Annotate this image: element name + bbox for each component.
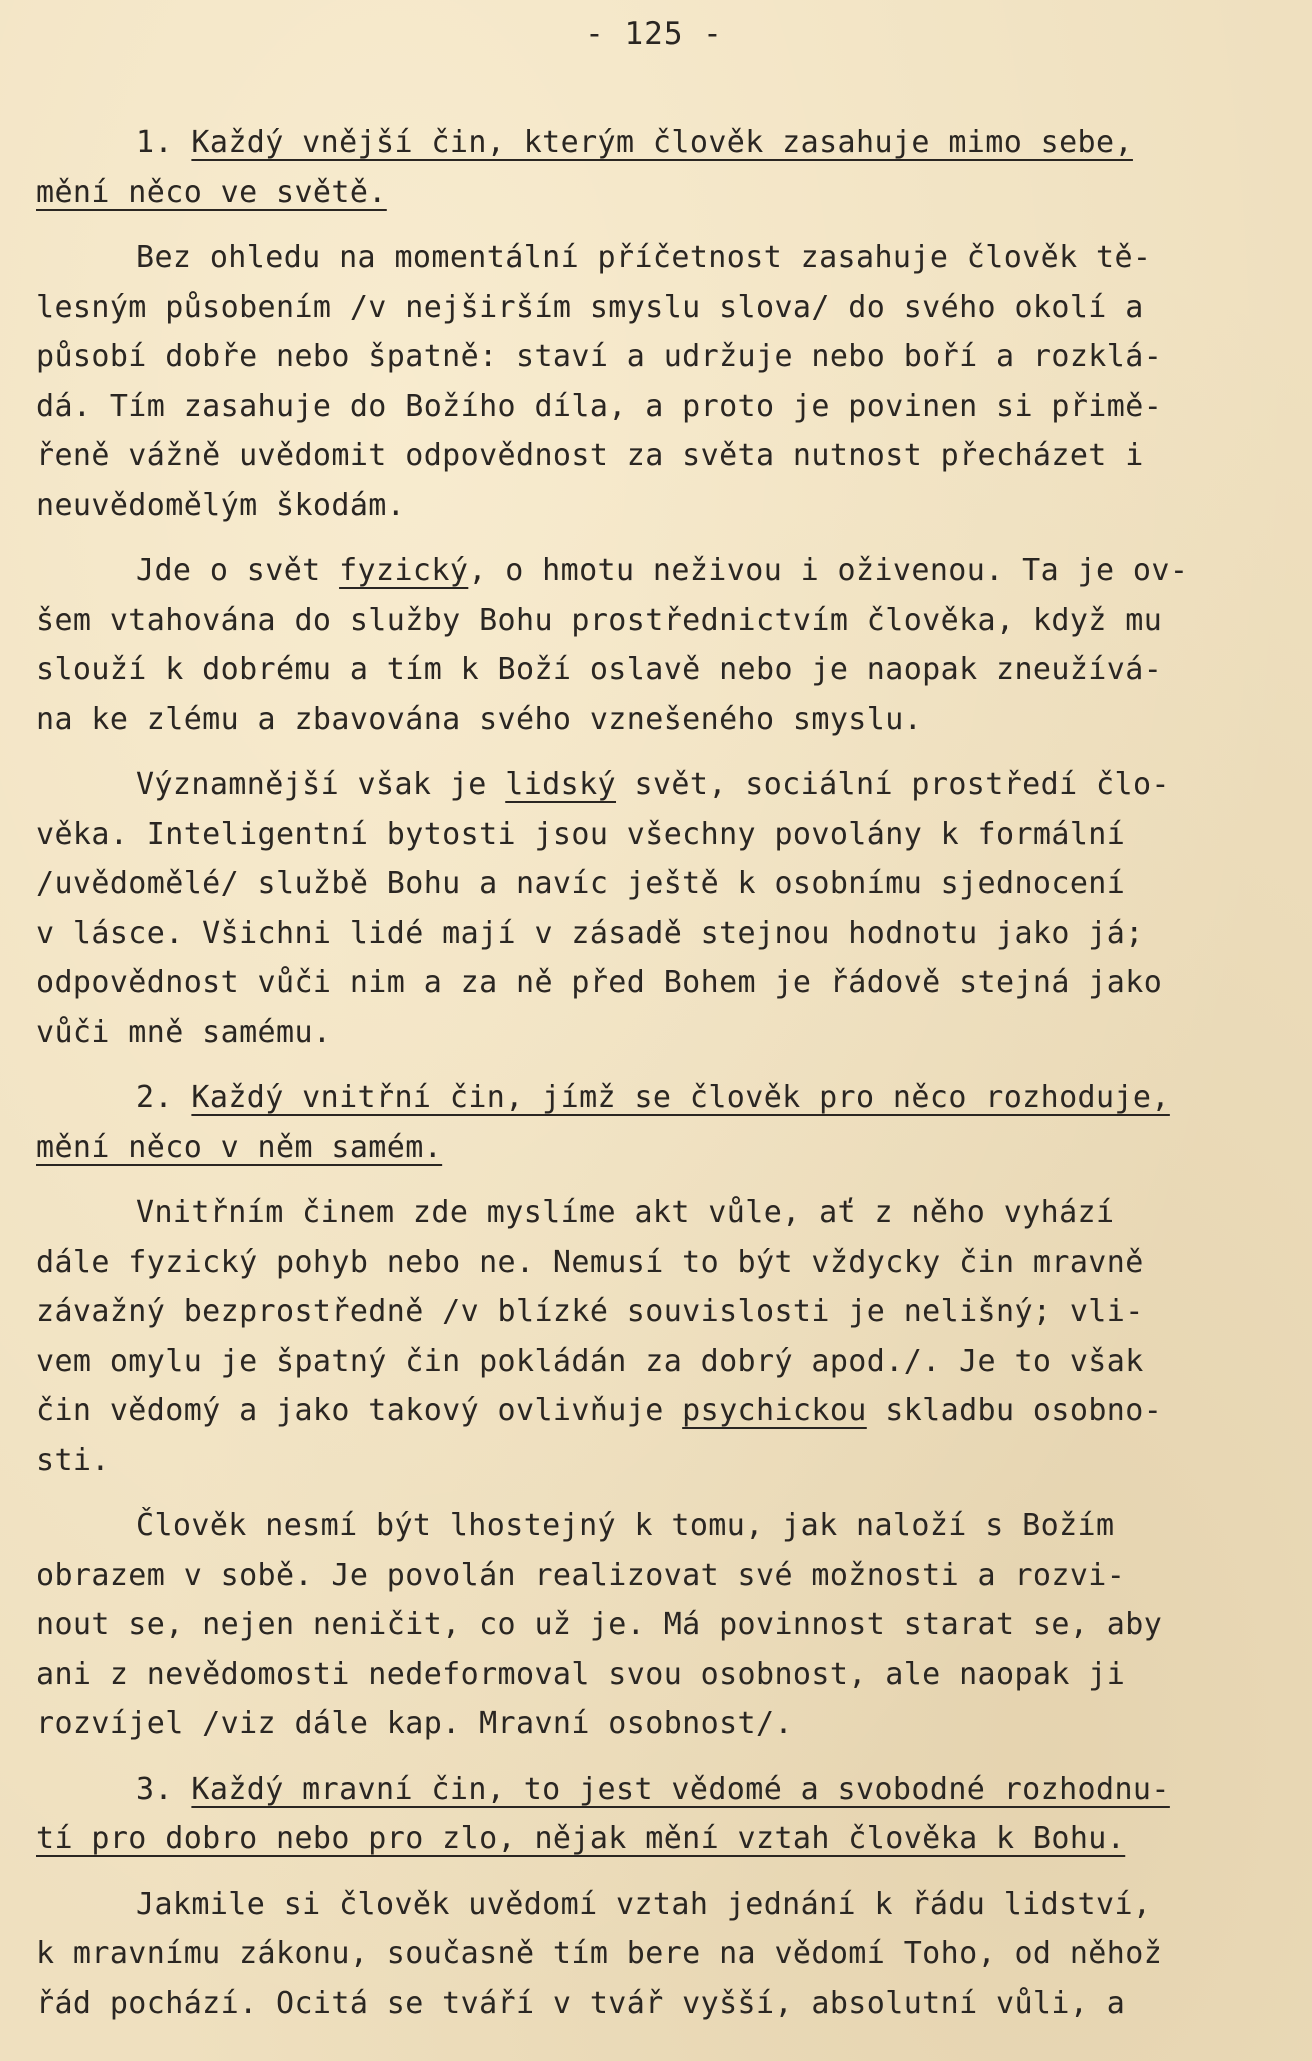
text-line: slouží k dobrému a tím k Boží oslavě nebo je naopak zneužívá- bbox=[36, 652, 1163, 687]
text-line: závažný bezprostředně /v blízké souvislosti je nelišný; vli- bbox=[36, 1294, 1144, 1329]
heading-line: mění něco v něm samém. bbox=[36, 1129, 443, 1165]
text-line: Člověk nesmí být lhostejný k tomu, jak naloží s Božím bbox=[136, 1508, 1115, 1543]
text-line: šem vtahována do služby Bohu prostřednictvím člověka, když mu bbox=[36, 602, 1163, 638]
underlined-term: psychickou bbox=[682, 1393, 867, 1428]
text-line: v lásce. Všichni lidé mají v zásadě stejnou hodnotu jako já; bbox=[36, 915, 1144, 951]
text-line: neuvědomělým škodám. bbox=[36, 487, 406, 523]
text-line: vem omylu je špatný čin pokládán za dobrý apod./. Je to však bbox=[36, 1343, 1144, 1379]
text-line: na ke zlému a zbavována svého vznešeného smyslu. bbox=[36, 701, 923, 737]
text-line: lesným působením /v nejširším smyslu slova/ do svého okolí a bbox=[36, 289, 1144, 325]
heading-line: mění něco ve světě. bbox=[36, 174, 387, 210]
text-line: ani z nevědomosti nedeformoval svou osobnost, ale naopak ji bbox=[36, 1656, 1126, 1692]
text-line: Bez ohledu na momentální příčetnost zasahuje člověk tě- bbox=[136, 240, 1152, 275]
text-line: Významnější však je lidský svět, sociální prostředí člo- bbox=[136, 767, 1170, 802]
text-line: odpovědnost vůči nim a za ně před Bohem je řádově stejná jako bbox=[36, 965, 1163, 1000]
text-line: sti. bbox=[36, 1442, 110, 1478]
paragraph bbox=[36, 1188, 1272, 1485]
heading-line: 2. Každý vnitřní čin, jímž se člověk pro něco rozhoduje, bbox=[136, 1080, 1170, 1115]
text-line: nout se, nejen neničit, co už je. Má povinnost starat se, aby bbox=[36, 1607, 1163, 1642]
text-line: rozvíjel /viz dále kap. Mravní osobnost/. bbox=[36, 1706, 793, 1741]
text-line: dá. Tím zasahuje do Božího díla, a proto je povinen si přimě- bbox=[36, 388, 1163, 424]
section-heading bbox=[36, 118, 1272, 217]
paragraph bbox=[36, 760, 1272, 1057]
text-line: řeně vážně uvědomit odpovědnost za světa nutnost přecházet i bbox=[36, 438, 1144, 473]
text-line: čin vědomý a jako takový ovlivňuje psychickou skladbu osobno- bbox=[36, 1393, 1163, 1428]
section-heading bbox=[36, 1765, 1272, 1864]
text-line: dále fyzický pohyb nebo ne. Nemusí to být vždycky čin mravně bbox=[36, 1244, 1144, 1280]
underlined-term: fyzický bbox=[339, 553, 469, 588]
page-body bbox=[36, 118, 1272, 2028]
paragraph bbox=[36, 233, 1272, 530]
underlined-term: lidský bbox=[505, 767, 617, 802]
paragraph bbox=[36, 1501, 1272, 1749]
heading-line: 1. Každý vnější čin, kterým člověk zasahuje mimo sebe, bbox=[136, 125, 1133, 160]
text-line: /uvědomělé/ službě Bohu a navíc ještě k osobnímu sjednocení bbox=[36, 866, 1126, 901]
text-line: řád pochází. Ocitá se tváří v tvář vyšší, absolutní vůli, a bbox=[36, 1985, 1126, 2021]
text-line: Jde o svět fyzický, o hmotu neživou i oživenou. Ta je ov- bbox=[136, 553, 1189, 588]
heading-line: 3. Každý mravní čin, to jest vědomé a svobodné rozhodnu- bbox=[136, 1771, 1170, 1807]
text-line: Vnitřním činem zde myslíme akt vůle, ať z něho vyhází bbox=[136, 1195, 1115, 1230]
text-line: Jakmile si člověk uvědomí vztah jednání k řádu lidství, bbox=[136, 1886, 1152, 1922]
text-line: vůči mně samému. bbox=[36, 1014, 332, 1050]
text-line: působí dobře nebo špatně: staví a udržuje nebo boří a rozklá- bbox=[36, 339, 1163, 374]
paragraph bbox=[36, 546, 1272, 744]
text-line: věka. Inteligentní bytosti jsou všechny povolány k formální bbox=[36, 816, 1126, 852]
page-number: - 125 - bbox=[585, 16, 723, 52]
heading-line: tí pro dobro nebo pro zlo, nějak mění vztah člověka k Bohu. bbox=[36, 1821, 1126, 1856]
text-line: k mravnímu zákonu, současně tím bere na vědomí Toho, od něhož bbox=[36, 1936, 1163, 1971]
section-heading bbox=[36, 1073, 1272, 1172]
paragraph bbox=[36, 1880, 1272, 2029]
text-line: obrazem v sobě. Je povolán realizovat své možnosti a rozvi- bbox=[36, 1557, 1126, 1593]
